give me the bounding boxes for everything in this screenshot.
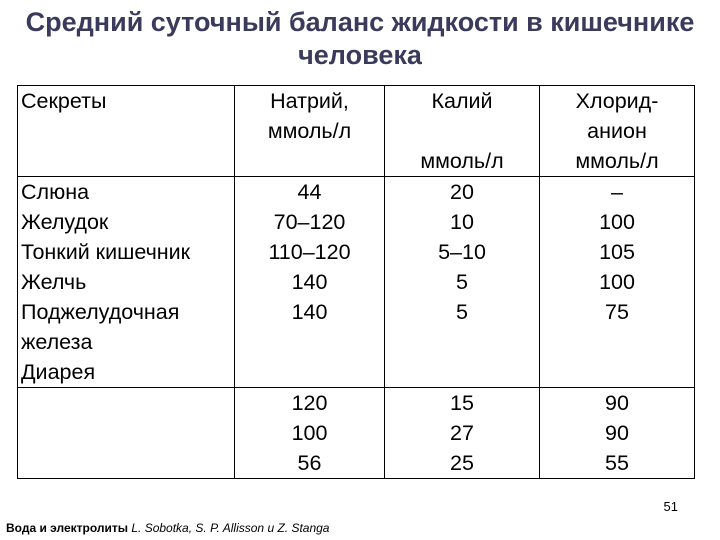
sodium-value: 110–120 xyxy=(268,240,351,264)
chloride-values xyxy=(540,177,695,388)
potassium-value: 20 xyxy=(450,180,474,204)
chloride-extra-value: 90 xyxy=(605,421,629,445)
page-title xyxy=(0,6,720,72)
chloride-value: – xyxy=(611,180,623,204)
chloride-value: 75 xyxy=(605,300,629,324)
label-saliva: Слюна xyxy=(21,180,90,204)
header-sodium xyxy=(235,86,385,177)
header-sodium-line-2: ммоль/л xyxy=(267,119,352,143)
header-secrets xyxy=(18,86,235,177)
potassium-extra-value: 15 xyxy=(450,391,474,415)
sodium-extra-value: 100 xyxy=(291,421,328,445)
fluid-balance-table xyxy=(17,85,695,479)
header-potassium xyxy=(385,86,540,177)
label-bile: Желчь xyxy=(21,270,87,294)
table-header-row xyxy=(18,86,695,177)
potassium-value: 10 xyxy=(450,210,474,234)
empty-label-cell xyxy=(18,388,235,479)
chloride-value: 100 xyxy=(599,210,635,234)
potassium-value: 5–10 xyxy=(438,240,486,264)
title-line-1: Средний суточный баланс жидкости в кишечнике xyxy=(25,7,695,37)
label-small-intestine: Тонкий кишечник xyxy=(21,240,191,264)
chloride-extra-values xyxy=(540,388,695,479)
table-row-extra-values xyxy=(18,388,695,479)
sodium-extra-values xyxy=(235,388,385,479)
header-chloride-line-3: ммоль/л xyxy=(575,149,659,173)
header-sodium-line-1: Натрий, xyxy=(270,89,349,113)
citation-authors: L. Sobotka, S. P. Allisson и Z. Stanga xyxy=(131,521,330,535)
header-potassium-line-3: ммоль/л xyxy=(420,149,504,173)
sodium-extra-value: 120 xyxy=(291,391,328,415)
potassium-value: 5 xyxy=(456,270,468,294)
header-chloride-line-1: Хлорид- xyxy=(575,89,659,113)
sodium-value: 70–120 xyxy=(273,210,346,234)
secretion-labels xyxy=(18,177,235,388)
sodium-value: 140 xyxy=(291,300,328,324)
potassium-extra-value: 25 xyxy=(450,451,474,475)
header-secrets-label: Секреты xyxy=(21,89,107,113)
chloride-extra-value: 90 xyxy=(605,391,629,415)
label-pancreas-2: железа xyxy=(21,330,93,354)
potassium-extra-value: 27 xyxy=(450,421,474,445)
sodium-values xyxy=(235,177,385,388)
header-chloride-line-2: анион xyxy=(587,119,647,143)
title-line-2: человека xyxy=(298,40,422,70)
citation-title: Вода и электролиты xyxy=(6,521,129,535)
chloride-extra-value: 55 xyxy=(605,451,629,475)
label-pancreas-1: Поджелудочная xyxy=(21,300,180,324)
fluid-balance-table-container xyxy=(17,85,695,479)
label-stomach: Желудок xyxy=(21,210,109,234)
potassium-extra-values xyxy=(385,388,540,479)
potassium-value: 5 xyxy=(456,300,468,324)
table-row-secretions xyxy=(18,177,695,388)
slide-number: 51 xyxy=(663,499,678,514)
sodium-value: 140 xyxy=(291,270,328,294)
label-diarrhea: Диарея xyxy=(21,360,96,384)
header-potassium-line-1: Калий xyxy=(431,89,493,113)
potassium-values xyxy=(385,177,540,388)
header-chloride xyxy=(540,86,695,177)
source-citation xyxy=(6,521,329,535)
sodium-extra-value: 56 xyxy=(297,451,322,475)
sodium-value: 44 xyxy=(297,180,322,204)
chloride-value: 105 xyxy=(599,240,635,264)
chloride-value: 100 xyxy=(599,270,635,294)
